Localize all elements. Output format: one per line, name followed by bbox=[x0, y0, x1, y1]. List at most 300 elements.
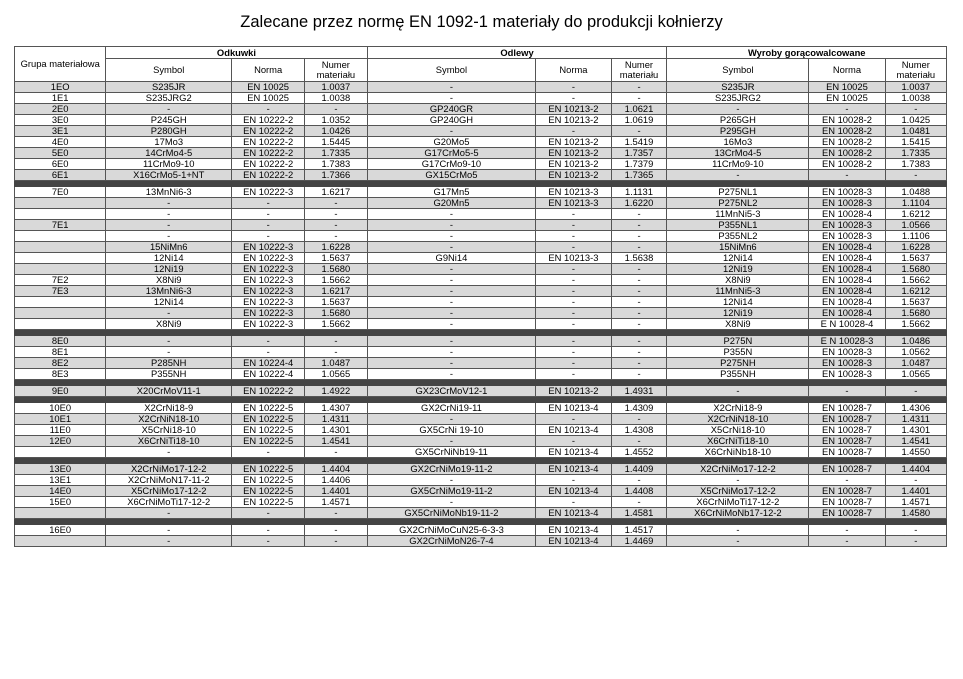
forging-norma-cell: - bbox=[232, 525, 305, 536]
group-cell bbox=[15, 308, 106, 319]
group-cell: 5E0 bbox=[15, 148, 106, 159]
forging-symbol-cell: - bbox=[106, 220, 232, 231]
rolled-norma-cell: EN 10028-4 bbox=[809, 297, 885, 308]
forging-symbol-cell: 12Ni19 bbox=[106, 264, 232, 275]
forging-norma-cell: - bbox=[232, 220, 305, 231]
casting-norma-cell: EN 10213-2 bbox=[536, 137, 611, 148]
rolled-symbol-cell: X2CrNiN18-10 bbox=[667, 414, 809, 425]
header-numer: Numer materiału bbox=[885, 59, 946, 82]
rolled-number-cell: 1.4571 bbox=[885, 497, 946, 508]
group-cell: 3E0 bbox=[15, 115, 106, 126]
casting-symbol-cell: GX2CrNiMoCuN25-6-3-3 bbox=[367, 525, 536, 536]
table-row bbox=[15, 525, 947, 536]
rolled-norma-cell: EN 10028-3 bbox=[809, 231, 885, 242]
rolled-number-cell: 1.5662 bbox=[885, 319, 946, 330]
forging-symbol-cell: X2CrNiMo17-12-2 bbox=[106, 464, 232, 475]
rolled-symbol-cell: X2CrNiMo17-12-2 bbox=[667, 464, 809, 475]
forging-number-cell: - bbox=[305, 220, 367, 231]
group-cell bbox=[15, 198, 106, 209]
group-cell: 1E1 bbox=[15, 93, 106, 104]
rolled-number-cell: 1.4306 bbox=[885, 403, 946, 414]
rolled-symbol-cell: P265GH bbox=[667, 115, 809, 126]
forging-symbol-cell: P245GH bbox=[106, 115, 232, 126]
casting-norma-cell: EN 10213-2 bbox=[536, 104, 611, 115]
rolled-norma-cell: EN 10028-7 bbox=[809, 464, 885, 475]
rolled-symbol-cell: S235JR bbox=[667, 82, 809, 93]
table-row bbox=[15, 425, 947, 436]
rolled-number-cell: 1.4580 bbox=[885, 508, 946, 519]
rolled-number-cell: 1.5662 bbox=[885, 275, 946, 286]
casting-symbol-cell: GX5CrNiMoNb19-11-2 bbox=[367, 508, 536, 519]
casting-norma-cell: EN 10213-4 bbox=[536, 508, 611, 519]
casting-norma-cell: EN 10213-3 bbox=[536, 198, 611, 209]
table-row bbox=[15, 486, 947, 497]
rolled-symbol-cell: P355N bbox=[667, 347, 809, 358]
forging-norma-cell: EN 10222-2 bbox=[232, 115, 305, 126]
casting-number-cell: 1.0621 bbox=[611, 104, 667, 115]
forging-norma-cell: EN 10222-5 bbox=[232, 486, 305, 497]
group-cell bbox=[15, 209, 106, 220]
casting-symbol-cell: G9Ni14 bbox=[367, 253, 536, 264]
rolled-norma-cell: EN 10028-7 bbox=[809, 486, 885, 497]
rolled-symbol-cell: P275N bbox=[667, 336, 809, 347]
table-row bbox=[15, 242, 947, 253]
rolled-norma-cell: - bbox=[809, 170, 885, 181]
rolled-number-cell: 1.4301 bbox=[885, 425, 946, 436]
rolled-norma-cell: - bbox=[809, 104, 885, 115]
rolled-number-cell: 1.5415 bbox=[885, 137, 946, 148]
rolled-symbol-cell: - bbox=[667, 386, 809, 397]
materials-table bbox=[14, 46, 947, 547]
rolled-norma-cell: EN 10028-7 bbox=[809, 497, 885, 508]
forging-norma-cell: - bbox=[232, 209, 305, 220]
forging-symbol-cell: P355NH bbox=[106, 369, 232, 380]
rolled-norma-cell: EN 10028-4 bbox=[809, 242, 885, 253]
group-cell: 10E1 bbox=[15, 414, 106, 425]
casting-norma-cell: - bbox=[536, 369, 611, 380]
forging-norma-cell: EN 10222-5 bbox=[232, 464, 305, 475]
casting-norma-cell: - bbox=[536, 297, 611, 308]
rolled-norma-cell: E N 10028-3 bbox=[809, 336, 885, 347]
casting-number-cell: - bbox=[611, 319, 667, 330]
rolled-number-cell: 1.0562 bbox=[885, 347, 946, 358]
group-cell bbox=[15, 536, 106, 547]
rolled-norma-cell: EN 10025 bbox=[809, 82, 885, 93]
casting-norma-cell: - bbox=[536, 264, 611, 275]
forging-norma-cell: EN 10222-5 bbox=[232, 436, 305, 447]
casting-norma-cell: - bbox=[536, 93, 611, 104]
table-row bbox=[15, 93, 947, 104]
forging-number-cell: 1.0565 bbox=[305, 369, 367, 380]
casting-norma-cell: EN 10213-2 bbox=[536, 170, 611, 181]
table-row bbox=[15, 159, 947, 170]
table-row bbox=[15, 308, 947, 319]
rolled-number-cell: 1.0481 bbox=[885, 126, 946, 137]
rolled-norma-cell: EN 10028-2 bbox=[809, 159, 885, 170]
group-cell: 12E0 bbox=[15, 436, 106, 447]
forging-number-cell: 1.0037 bbox=[305, 82, 367, 93]
rolled-number-cell: 1.4311 bbox=[885, 414, 946, 425]
rolled-number-cell: 1.0037 bbox=[885, 82, 946, 93]
rolled-norma-cell: EN 10028-2 bbox=[809, 137, 885, 148]
table-row bbox=[15, 436, 947, 447]
casting-number-cell: 1.4409 bbox=[611, 464, 667, 475]
forging-symbol-cell: 13MnNi6-3 bbox=[106, 187, 232, 198]
casting-number-cell: 1.7365 bbox=[611, 170, 667, 181]
table-row bbox=[15, 386, 947, 397]
forging-number-cell: 1.5680 bbox=[305, 308, 367, 319]
forging-number-cell: 1.7383 bbox=[305, 159, 367, 170]
rolled-number-cell: - bbox=[885, 536, 946, 547]
forging-number-cell: 1.4301 bbox=[305, 425, 367, 436]
group-cell: 14E0 bbox=[15, 486, 106, 497]
forging-symbol-cell: S235JRG2 bbox=[106, 93, 232, 104]
casting-number-cell: 1.7379 bbox=[611, 159, 667, 170]
forging-number-cell: - bbox=[305, 508, 367, 519]
forging-number-cell: 1.0426 bbox=[305, 126, 367, 137]
rolled-number-cell: 1.6212 bbox=[885, 209, 946, 220]
forging-symbol-cell: 11CrMo9-10 bbox=[106, 159, 232, 170]
forging-number-cell: - bbox=[305, 525, 367, 536]
casting-norma-cell: - bbox=[536, 286, 611, 297]
casting-number-cell: 1.4517 bbox=[611, 525, 667, 536]
forging-number-cell: - bbox=[305, 347, 367, 358]
forging-norma-cell: - bbox=[232, 336, 305, 347]
rolled-norma-cell: - bbox=[809, 475, 885, 486]
casting-norma-cell: - bbox=[536, 209, 611, 220]
group-cell bbox=[15, 297, 106, 308]
forging-number-cell: 1.4311 bbox=[305, 414, 367, 425]
casting-symbol-cell: G20Mo5 bbox=[367, 137, 536, 148]
table-row bbox=[15, 464, 947, 475]
rolled-norma-cell: EN 10028-4 bbox=[809, 286, 885, 297]
casting-symbol-cell: - bbox=[367, 308, 536, 319]
rolled-norma-cell: EN 10028-7 bbox=[809, 414, 885, 425]
table-row bbox=[15, 403, 947, 414]
header-symbol: Symbol bbox=[667, 59, 809, 82]
forging-norma-cell: EN 10222-3 bbox=[232, 319, 305, 330]
forging-number-cell: 1.4922 bbox=[305, 386, 367, 397]
rolled-norma-cell: EN 10028-4 bbox=[809, 253, 885, 264]
casting-number-cell: - bbox=[611, 297, 667, 308]
casting-norma-cell: - bbox=[536, 358, 611, 369]
casting-number-cell: 1.4309 bbox=[611, 403, 667, 414]
header-row-sections bbox=[15, 47, 947, 59]
rolled-symbol-cell: 13CrMo4-5 bbox=[667, 148, 809, 159]
rolled-symbol-cell: P355NH bbox=[667, 369, 809, 380]
rolled-number-cell: 1.0486 bbox=[885, 336, 946, 347]
table-row bbox=[15, 319, 947, 330]
rolled-symbol-cell: - bbox=[667, 104, 809, 115]
rolled-symbol-cell: - bbox=[667, 170, 809, 181]
forging-number-cell: - bbox=[305, 209, 367, 220]
table-row bbox=[15, 275, 947, 286]
forging-norma-cell: EN 10222-3 bbox=[232, 187, 305, 198]
casting-norma-cell: - bbox=[536, 126, 611, 137]
forging-symbol-cell: X2CrNi18-9 bbox=[106, 403, 232, 414]
rolled-number-cell: - bbox=[885, 525, 946, 536]
forging-symbol-cell: - bbox=[106, 231, 232, 242]
casting-symbol-cell: GX5CrNiMo19-11-2 bbox=[367, 486, 536, 497]
forging-number-cell: 1.0352 bbox=[305, 115, 367, 126]
rolled-symbol-cell: 11MnNi5-3 bbox=[667, 286, 809, 297]
casting-symbol-cell: - bbox=[367, 347, 536, 358]
forging-number-cell: 1.5680 bbox=[305, 264, 367, 275]
rolled-number-cell: 1.5637 bbox=[885, 253, 946, 264]
casting-number-cell: - bbox=[611, 242, 667, 253]
rolled-norma-cell: EN 10028-4 bbox=[809, 264, 885, 275]
forging-norma-cell: - bbox=[232, 231, 305, 242]
rolled-norma-cell: - bbox=[809, 536, 885, 547]
casting-norma-cell: EN 10213-4 bbox=[536, 486, 611, 497]
rolled-symbol-cell: - bbox=[667, 536, 809, 547]
group-cell: 7E2 bbox=[15, 275, 106, 286]
casting-number-cell: - bbox=[611, 497, 667, 508]
casting-number-cell: 1.4308 bbox=[611, 425, 667, 436]
forging-number-cell: 1.4406 bbox=[305, 475, 367, 486]
table-row bbox=[15, 508, 947, 519]
rolled-norma-cell: EN 10028-3 bbox=[809, 369, 885, 380]
rolled-symbol-cell: X5CrNi18-10 bbox=[667, 425, 809, 436]
rolled-symbol-cell: 16Mo3 bbox=[667, 137, 809, 148]
rolled-number-cell: 1.7383 bbox=[885, 159, 946, 170]
rolled-number-cell: 1.0566 bbox=[885, 220, 946, 231]
rolled-symbol-cell: X2CrNi18-9 bbox=[667, 403, 809, 414]
header-numer: Numer materiału bbox=[305, 59, 367, 82]
forging-number-cell: 1.4401 bbox=[305, 486, 367, 497]
rolled-number-cell: 1.0488 bbox=[885, 187, 946, 198]
rolled-symbol-cell: X6CrNiTi18-10 bbox=[667, 436, 809, 447]
forging-norma-cell: EN 10222-4 bbox=[232, 369, 305, 380]
casting-symbol-cell: G20Mn5 bbox=[367, 198, 536, 209]
rolled-symbol-cell: P275NL1 bbox=[667, 187, 809, 198]
page-title: Zalecane przez normę EN 1092-1 materiały do produkcji kołnierzy bbox=[240, 13, 723, 31]
forging-norma-cell: EN 10222-5 bbox=[232, 497, 305, 508]
casting-norma-cell: EN 10213-3 bbox=[536, 253, 611, 264]
casting-symbol-cell: - bbox=[367, 126, 536, 137]
rolled-number-cell: 1.1106 bbox=[885, 231, 946, 242]
group-cell: 8E1 bbox=[15, 347, 106, 358]
casting-symbol-cell: - bbox=[367, 220, 536, 231]
rolled-norma-cell: - bbox=[809, 525, 885, 536]
casting-norma-cell: - bbox=[536, 336, 611, 347]
rolled-norma-cell: EN 10028-7 bbox=[809, 436, 885, 447]
forging-number-cell: 1.6217 bbox=[305, 286, 367, 297]
rolled-norma-cell: EN 10028-2 bbox=[809, 126, 885, 137]
forging-symbol-cell: X16CrMo5-1+NT bbox=[106, 170, 232, 181]
forging-number-cell: - bbox=[305, 104, 367, 115]
rolled-symbol-cell: S235JRG2 bbox=[667, 93, 809, 104]
rolled-symbol-cell: 12Ni14 bbox=[667, 253, 809, 264]
table-row bbox=[15, 336, 947, 347]
group-cell: 8E0 bbox=[15, 336, 106, 347]
casting-norma-cell: EN 10213-4 bbox=[536, 464, 611, 475]
rolled-symbol-cell: X5CrNiMo17-12-2 bbox=[667, 486, 809, 497]
casting-number-cell: - bbox=[611, 275, 667, 286]
casting-norma-cell: - bbox=[536, 308, 611, 319]
forging-number-cell: 1.5662 bbox=[305, 275, 367, 286]
group-cell: 6E1 bbox=[15, 170, 106, 181]
forging-norma-cell: EN 10222-2 bbox=[232, 170, 305, 181]
group-cell: 8E3 bbox=[15, 369, 106, 380]
group-cell bbox=[15, 447, 106, 458]
forging-symbol-cell: 14CrMo4-5 bbox=[106, 148, 232, 159]
forging-number-cell: - bbox=[305, 198, 367, 209]
rolled-number-cell: 1.4541 bbox=[885, 436, 946, 447]
group-cell: 16E0 bbox=[15, 525, 106, 536]
rolled-number-cell: 1.5680 bbox=[885, 308, 946, 319]
casting-norma-cell: EN 10213-4 bbox=[536, 447, 611, 458]
forging-symbol-cell: 12Ni14 bbox=[106, 253, 232, 264]
group-cell bbox=[15, 253, 106, 264]
table-row bbox=[15, 497, 947, 508]
rolled-norma-cell: EN 10028-3 bbox=[809, 358, 885, 369]
casting-symbol-cell: GX2CrNi19-11 bbox=[367, 403, 536, 414]
casting-norma-cell: EN 10213-4 bbox=[536, 536, 611, 547]
forging-norma-cell: EN 10222-2 bbox=[232, 126, 305, 137]
forging-symbol-cell: - bbox=[106, 336, 232, 347]
forging-norma-cell: EN 10222-3 bbox=[232, 264, 305, 275]
casting-norma-cell: - bbox=[536, 275, 611, 286]
rolled-number-cell: 1.7335 bbox=[885, 148, 946, 159]
rolled-symbol-cell: 15NiMn6 bbox=[667, 242, 809, 253]
rolled-symbol-cell: P295GH bbox=[667, 126, 809, 137]
casting-number-cell: - bbox=[611, 231, 667, 242]
forging-norma-cell: EN 10222-2 bbox=[232, 159, 305, 170]
group-cell bbox=[15, 264, 106, 275]
table-row bbox=[15, 115, 947, 126]
rolled-number-cell: 1.4550 bbox=[885, 447, 946, 458]
table-row bbox=[15, 286, 947, 297]
rolled-symbol-cell: - bbox=[667, 525, 809, 536]
forging-norma-cell: EN 10222-5 bbox=[232, 425, 305, 436]
table-row bbox=[15, 148, 947, 159]
rolled-norma-cell: - bbox=[809, 386, 885, 397]
casting-symbol-cell: - bbox=[367, 358, 536, 369]
casting-symbol-cell: - bbox=[367, 369, 536, 380]
rolled-number-cell: 1.0425 bbox=[885, 115, 946, 126]
rolled-norma-cell: EN 10028-3 bbox=[809, 220, 885, 231]
rolled-norma-cell: EN 10025 bbox=[809, 93, 885, 104]
casting-number-cell: 1.4408 bbox=[611, 486, 667, 497]
header-norma: Norma bbox=[809, 59, 885, 82]
rolled-norma-cell: EN 10028-2 bbox=[809, 115, 885, 126]
casting-norma-cell: EN 10213-2 bbox=[536, 115, 611, 126]
forging-norma-cell: - bbox=[232, 447, 305, 458]
rolled-number-cell: 1.4401 bbox=[885, 486, 946, 497]
casting-symbol-cell: GX5CrNi 19-10 bbox=[367, 425, 536, 436]
forging-symbol-cell: - bbox=[106, 525, 232, 536]
casting-symbol-cell: - bbox=[367, 497, 536, 508]
casting-symbol-cell: - bbox=[367, 242, 536, 253]
casting-norma-cell: - bbox=[536, 82, 611, 93]
casting-number-cell: 1.5638 bbox=[611, 253, 667, 264]
casting-norma-cell: - bbox=[536, 220, 611, 231]
forging-norma-cell: - bbox=[232, 198, 305, 209]
forging-symbol-cell: 13MnNi6-3 bbox=[106, 286, 232, 297]
header-section-castings: Odlewy bbox=[367, 47, 667, 59]
rolled-number-cell: - bbox=[885, 170, 946, 181]
table-row bbox=[15, 104, 947, 115]
table-row bbox=[15, 414, 947, 425]
forging-norma-cell: - bbox=[232, 536, 305, 547]
header-numer: Numer materiału bbox=[611, 59, 667, 82]
forging-norma-cell: EN 10222-3 bbox=[232, 275, 305, 286]
casting-number-cell: - bbox=[611, 93, 667, 104]
table-row bbox=[15, 253, 947, 264]
rolled-symbol-cell: X8Ni9 bbox=[667, 275, 809, 286]
forging-symbol-cell: X6CrNiTi18-10 bbox=[106, 436, 232, 447]
rolled-symbol-cell: P355NL1 bbox=[667, 220, 809, 231]
group-cell: 7E1 bbox=[15, 220, 106, 231]
rolled-symbol-cell: 12Ni19 bbox=[667, 264, 809, 275]
forging-number-cell: 1.5637 bbox=[305, 297, 367, 308]
casting-norma-cell: EN 10213-3 bbox=[536, 187, 611, 198]
forging-norma-cell: EN 10222-3 bbox=[232, 308, 305, 319]
rolled-norma-cell: EN 10028-7 bbox=[809, 508, 885, 519]
rolled-norma-cell: E N 10028-4 bbox=[809, 319, 885, 330]
casting-norma-cell: - bbox=[536, 319, 611, 330]
casting-symbol-cell: - bbox=[367, 286, 536, 297]
table-row bbox=[15, 358, 947, 369]
casting-number-cell: - bbox=[611, 336, 667, 347]
header-section-forgings: Odkuwki bbox=[106, 47, 367, 59]
forging-number-cell: 1.7366 bbox=[305, 170, 367, 181]
group-cell: 8E2 bbox=[15, 358, 106, 369]
casting-norma-cell: - bbox=[536, 414, 611, 425]
forging-symbol-cell: P285NH bbox=[106, 358, 232, 369]
header-row-columns bbox=[15, 59, 947, 82]
forging-number-cell: - bbox=[305, 536, 367, 547]
group-cell bbox=[15, 231, 106, 242]
group-cell: 3E1 bbox=[15, 126, 106, 137]
forging-symbol-cell: - bbox=[106, 508, 232, 519]
forging-number-cell: 1.4571 bbox=[305, 497, 367, 508]
rolled-symbol-cell: 11CrMo9-10 bbox=[667, 159, 809, 170]
forging-symbol-cell: - bbox=[106, 198, 232, 209]
forging-number-cell: 1.4307 bbox=[305, 403, 367, 414]
casting-symbol-cell: GX5CrNiNb19-11 bbox=[367, 447, 536, 458]
rolled-norma-cell: EN 10028-3 bbox=[809, 347, 885, 358]
table-row bbox=[15, 170, 947, 181]
table-row bbox=[15, 126, 947, 137]
rolled-number-cell: - bbox=[885, 386, 946, 397]
forging-symbol-cell: X2CrNiMoN17-11-2 bbox=[106, 475, 232, 486]
group-cell bbox=[15, 508, 106, 519]
rolled-number-cell: 1.6228 bbox=[885, 242, 946, 253]
casting-symbol-cell: - bbox=[367, 297, 536, 308]
group-cell: 15E0 bbox=[15, 497, 106, 508]
casting-number-cell: - bbox=[611, 126, 667, 137]
group-cell bbox=[15, 319, 106, 330]
table-row bbox=[15, 475, 947, 486]
forging-number-cell: 1.6228 bbox=[305, 242, 367, 253]
table-row bbox=[15, 82, 947, 93]
group-cell: 9E0 bbox=[15, 386, 106, 397]
rolled-number-cell: 1.6212 bbox=[885, 286, 946, 297]
forging-number-cell: 1.5662 bbox=[305, 319, 367, 330]
forging-symbol-cell: X5CrNiMo17-12-2 bbox=[106, 486, 232, 497]
casting-symbol-cell: - bbox=[367, 231, 536, 242]
forging-norma-cell: EN 10222-3 bbox=[232, 297, 305, 308]
forging-norma-cell: - bbox=[232, 508, 305, 519]
forging-symbol-cell: 12Ni14 bbox=[106, 297, 232, 308]
forging-norma-cell: EN 10222-5 bbox=[232, 475, 305, 486]
casting-number-cell: - bbox=[611, 308, 667, 319]
rolled-number-cell: - bbox=[885, 104, 946, 115]
group-cell: 10E0 bbox=[15, 403, 106, 414]
casting-symbol-cell: - bbox=[367, 82, 536, 93]
